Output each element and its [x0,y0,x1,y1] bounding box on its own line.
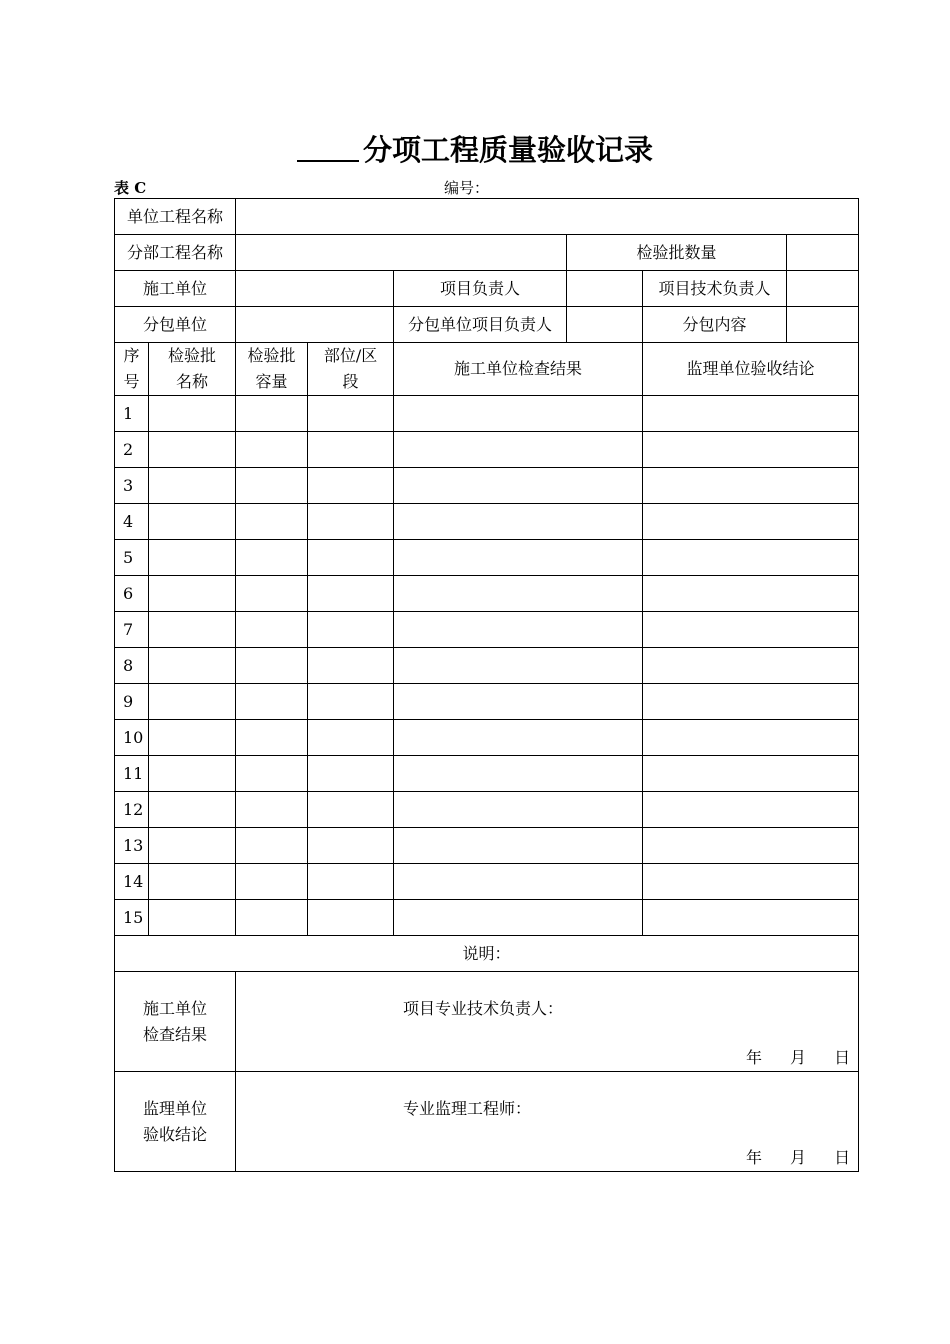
location-cell[interactable] [308,504,394,540]
batch-name-cell[interactable] [149,720,236,756]
project-tech-leader-label: 项目技术负责人 [643,271,787,307]
supervision-result-field[interactable] [236,1072,859,1172]
construction-check-cell[interactable] [394,864,643,900]
date-year: 年 [746,1148,763,1167]
date-day: 日 [834,1148,851,1167]
supervision-result-line1: 监理单位 [143,1098,208,1118]
construction-check-cell[interactable] [394,648,643,684]
batch-name-cell[interactable] [149,684,236,720]
row-number: 13 [115,828,149,864]
location-header-line1: 部位/区 [323,346,378,365]
construction-check-cell[interactable] [394,792,643,828]
table-row [115,684,859,720]
row-number: 12 [115,792,149,828]
batch-name-header [149,343,236,396]
table-row [115,756,859,792]
row-number: 8 [115,648,149,684]
construction-check-cell[interactable] [394,540,643,576]
batch-capacity-cell[interactable] [236,468,308,504]
row-number: 5 [115,540,149,576]
table-row [115,828,859,864]
supervision-result-label [115,1072,236,1172]
sub-project-name-field[interactable] [236,235,567,271]
date-month: 月 [790,1148,807,1167]
batch-capacity-cell[interactable] [236,756,308,792]
batch-capacity-cell[interactable] [236,792,308,828]
location-cell[interactable] [308,684,394,720]
batch-capacity-cell[interactable] [236,828,308,864]
supervisor-sign-label: 专业监理工程师： [403,1099,532,1118]
batch-capacity-cell[interactable] [236,648,308,684]
inspection-batch-count-label: 检验批数量 [567,235,787,271]
table-row [115,504,859,540]
location-cell[interactable] [308,396,394,432]
supervision-conclusion-cell[interactable] [643,576,859,612]
batch-capacity-cell[interactable] [236,684,308,720]
supervision-conclusion-cell[interactable] [643,864,859,900]
batch-name-header-line2: 名称 [176,372,209,391]
table-row [115,612,859,648]
project-leader-field[interactable] [567,271,643,307]
batch-capacity-cell[interactable] [236,720,308,756]
tech-leader-sign-label: 项目专业技术负责人： [403,999,564,1018]
location-cell[interactable] [308,432,394,468]
batch-capacity-cell[interactable] [236,864,308,900]
batch-capacity-header [236,343,308,396]
row-number: 14 [115,864,149,900]
subcontract-content-label: 分包内容 [643,307,787,343]
construction-check-cell[interactable] [394,720,643,756]
batch-capacity-cell[interactable] [236,432,308,468]
supervision-conclusion-cell[interactable] [643,432,859,468]
construction-unit-label: 施工单位 [115,271,236,307]
construction-check-cell[interactable] [394,900,643,936]
inspection-batch-count-field[interactable] [787,235,859,271]
table-row [115,576,859,612]
title-blank-line[interactable] [297,132,359,162]
project-leader-label: 项目负责人 [394,271,567,307]
row-number: 10 [115,720,149,756]
table-label: 表 C [114,179,147,197]
batch-name-cell[interactable] [149,504,236,540]
batch-name-cell[interactable] [149,576,236,612]
location-cell[interactable] [308,468,394,504]
seq-header-line2: 号 [123,372,140,391]
batch-capacity-header-line2: 容量 [255,372,288,391]
location-cell[interactable] [308,756,394,792]
batch-name-header-line1: 检验批 [168,346,217,365]
unit-project-name-field[interactable] [236,199,859,235]
table-row [115,540,859,576]
batch-capacity-cell[interactable] [236,576,308,612]
subcontract-unit-field[interactable] [236,307,394,343]
location-cell[interactable] [308,648,394,684]
supervision-conclusion-cell[interactable] [643,468,859,504]
construction-unit-field[interactable] [236,271,394,307]
supervision-conclusion-cell[interactable] [643,684,859,720]
batch-rows [115,396,859,936]
batch-name-cell[interactable] [149,648,236,684]
supervision-conclusion-header: 监理单位验收结论 [643,343,859,396]
row-number: 9 [115,684,149,720]
subcontract-project-leader-label: 分包单位项目负责人 [394,307,567,343]
supervision-conclusion-cell[interactable] [643,396,859,432]
number-label: 编号： [444,179,490,197]
table-row [115,864,859,900]
table-row [115,720,859,756]
table-row [115,468,859,504]
location-cell[interactable] [308,792,394,828]
table-row [115,648,859,684]
location-cell[interactable] [308,540,394,576]
subcontract-unit-label: 分包单位 [115,307,236,343]
table-row [115,432,859,468]
location-cell[interactable] [308,900,394,936]
page-title [0,128,950,169]
construction-result-line2: 检查结果 [143,1024,208,1044]
batch-capacity-cell[interactable] [236,504,308,540]
date-month: 月 [790,1048,807,1067]
row-number: 7 [115,612,149,648]
title-text: 分项工程质量验收记录 [362,133,653,167]
batch-capacity-cell[interactable] [236,540,308,576]
row-number: 15 [115,900,149,936]
location-header [308,343,394,396]
location-cell[interactable] [308,720,394,756]
supervision-conclusion-cell[interactable] [643,828,859,864]
row-number: 6 [115,576,149,612]
row-number: 4 [115,504,149,540]
supervision-result-line2: 验收结论 [143,1124,208,1144]
construction-check-cell[interactable] [394,396,643,432]
supervision-conclusion-cell[interactable] [643,648,859,684]
location-cell[interactable] [308,828,394,864]
construction-result-line1: 施工单位 [143,998,208,1018]
batch-name-cell[interactable] [149,900,236,936]
batch-capacity-cell[interactable] [236,396,308,432]
subcontract-content-field[interactable] [787,307,859,343]
batch-name-cell[interactable] [149,792,236,828]
batch-name-cell[interactable] [149,396,236,432]
batch-name-cell[interactable] [149,756,236,792]
note-label[interactable]: 说明： [115,936,859,972]
construction-result-label [115,972,236,1072]
date-day: 日 [834,1048,851,1067]
unit-project-name-label: 单位工程名称 [115,199,236,235]
location-cell[interactable] [308,864,394,900]
construction-check-cell[interactable] [394,504,643,540]
construction-check-cell[interactable] [394,468,643,504]
construction-check-cell[interactable] [394,612,643,648]
table-row [115,900,859,936]
construction-result-field[interactable] [236,972,859,1072]
location-header-line2: 段 [342,372,359,391]
supervision-conclusion-cell[interactable] [643,504,859,540]
batch-capacity-cell[interactable] [236,900,308,936]
location-cell[interactable] [308,612,394,648]
batch-capacity-cell[interactable] [236,612,308,648]
supervision-conclusion-cell[interactable] [643,900,859,936]
location-cell[interactable] [308,576,394,612]
date-year: 年 [746,1048,763,1067]
table-row [115,792,859,828]
seq-header [115,343,149,396]
row-number: 2 [115,432,149,468]
supervision-sign-date [718,1145,850,1171]
batch-name-cell[interactable] [149,468,236,504]
construction-check-cell[interactable] [394,756,643,792]
construction-check-header: 施工单位检查结果 [394,343,643,396]
construction-check-cell[interactable] [394,828,643,864]
construction-check-cell[interactable] [394,684,643,720]
supervision-conclusion-cell[interactable] [643,720,859,756]
construction-check-cell[interactable] [394,576,643,612]
batch-name-cell[interactable] [149,864,236,900]
supervision-conclusion-cell[interactable] [643,792,859,828]
acceptance-form [114,198,859,1172]
subcontract-project-leader-field[interactable] [567,307,643,343]
batch-capacity-header-line1: 检验批 [247,346,296,365]
batch-name-cell[interactable] [149,540,236,576]
batch-name-cell[interactable] [149,828,236,864]
supervision-conclusion-cell[interactable] [643,612,859,648]
supervision-conclusion-cell[interactable] [643,756,859,792]
project-tech-leader-field[interactable] [787,271,859,307]
supervision-conclusion-cell[interactable] [643,540,859,576]
row-number: 3 [115,468,149,504]
table-row [115,396,859,432]
row-number: 11 [115,756,149,792]
construction-check-cell[interactable] [394,432,643,468]
row-number: 1 [115,396,149,432]
construction-sign-date [718,1045,850,1071]
seq-header-line1: 序 [123,346,140,365]
sub-project-name-label: 分部工程名称 [115,235,236,271]
batch-name-cell[interactable] [149,432,236,468]
batch-name-cell[interactable] [149,612,236,648]
